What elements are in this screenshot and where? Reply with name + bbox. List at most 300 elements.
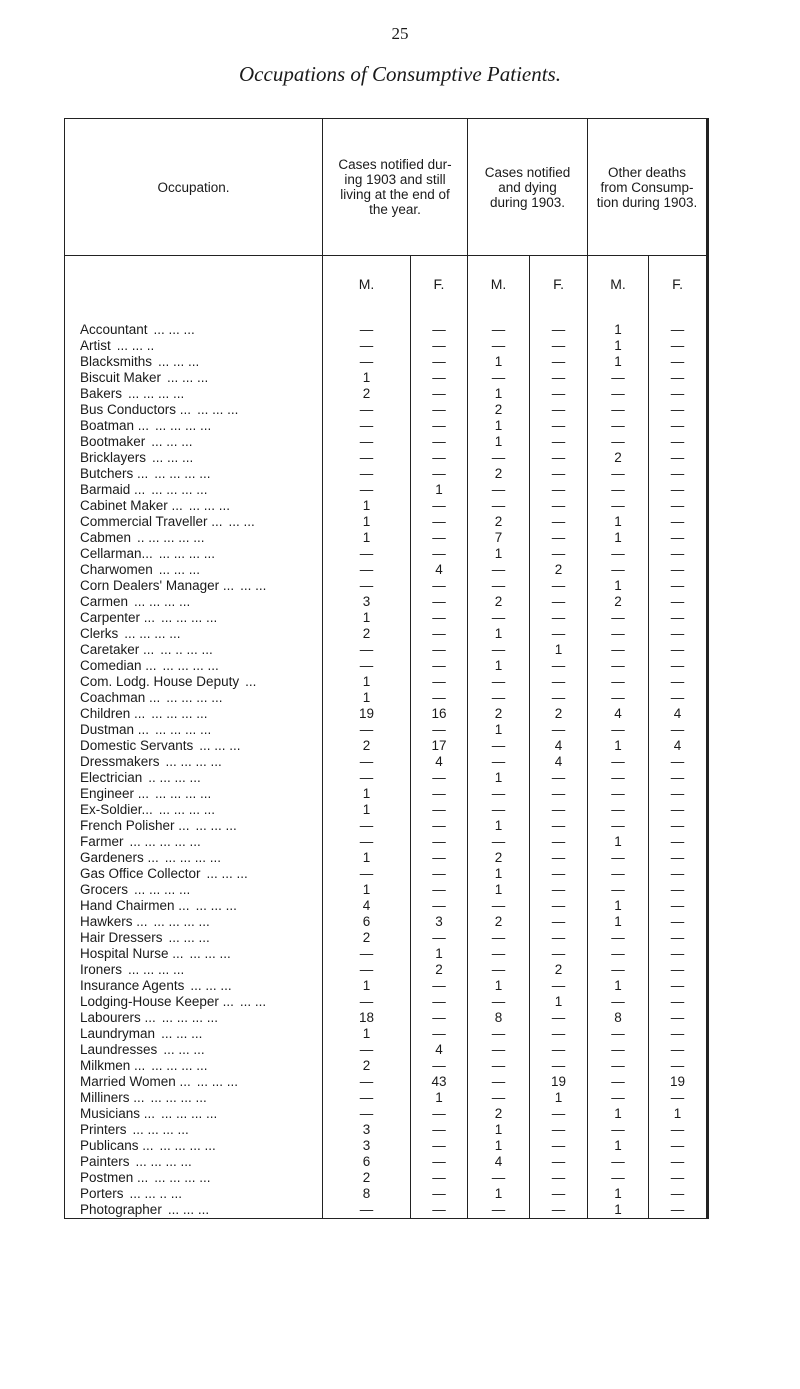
occupation-label: Milkmen ... <box>80 1058 146 1073</box>
value-cell: — <box>411 546 468 562</box>
value-cell: — <box>649 802 708 818</box>
table-row <box>65 386 708 402</box>
table-row <box>65 706 708 722</box>
value-cell: — <box>649 578 708 594</box>
header-other-deaths: Other deaths from Consump- tion during 1903. <box>588 119 708 256</box>
value-cell: — <box>468 498 530 514</box>
dot-leader: ... ... ... ... <box>151 482 208 497</box>
occupation-label: Insurance Agents <box>80 978 185 993</box>
value-cell: — <box>530 546 588 562</box>
value-cell: — <box>588 994 649 1010</box>
occupation-cell <box>65 802 323 818</box>
table-row <box>65 1058 708 1074</box>
value-cell: — <box>530 466 588 482</box>
dot-leader: ... ... ... <box>199 738 241 753</box>
value-cell: 1 <box>323 514 411 530</box>
dot-leader: .. ... ... ... <box>148 770 201 785</box>
value-cell: 2 <box>323 930 411 946</box>
value-cell: 1 <box>323 530 411 546</box>
value-cell: — <box>649 1154 708 1170</box>
dot-leader: ... ... ... ... <box>159 1138 216 1153</box>
header-f: F. <box>411 256 468 313</box>
table-row <box>65 402 708 418</box>
value-cell: — <box>468 738 530 754</box>
table-row <box>65 834 708 850</box>
occupation-cell <box>65 370 323 386</box>
value-cell: — <box>530 626 588 642</box>
occupation-label: Married Women ... <box>80 1074 191 1089</box>
occupation-cell <box>65 354 323 370</box>
value-cell: — <box>468 322 530 338</box>
table-body <box>65 312 708 1219</box>
dot-leader: ... ... ... <box>196 1074 239 1089</box>
occupation-label: Hawkers ... <box>80 914 148 929</box>
value-cell: 1 <box>468 418 530 434</box>
table-row <box>65 866 708 882</box>
value-cell: — <box>468 1170 530 1186</box>
value-cell: — <box>649 1122 708 1138</box>
value-cell: — <box>411 1058 468 1074</box>
value-cell: — <box>530 1026 588 1042</box>
value-cell: 1 <box>323 690 411 706</box>
header-m: M. <box>323 256 411 313</box>
table-row <box>65 1170 708 1186</box>
occupation-label: Bakers <box>80 386 123 401</box>
occupation-label: Clerks <box>80 626 119 641</box>
value-cell: — <box>530 1202 588 1219</box>
value-cell: 1 <box>323 498 411 514</box>
value-cell: 1 <box>323 1026 411 1042</box>
value-cell: 1 <box>588 1138 649 1154</box>
occupation-label: Lodging-House Keeper ... <box>80 994 234 1009</box>
occupation-label: Printers <box>80 1122 127 1137</box>
dot-leader: ... ... ... <box>197 402 239 417</box>
value-cell: — <box>411 770 468 786</box>
value-cell: — <box>468 674 530 690</box>
value-cell: — <box>649 898 708 914</box>
value-cell: — <box>411 1122 468 1138</box>
occupation-label: Carpenter ... <box>80 610 156 625</box>
value-cell: 1 <box>530 642 588 658</box>
table-row <box>65 754 708 770</box>
table-row <box>65 738 708 754</box>
header-f: F. <box>649 256 708 313</box>
table-row <box>65 882 708 898</box>
value-cell: 1 <box>468 1186 530 1202</box>
page-title: Occupations of Consumptive Patients. <box>239 62 561 86</box>
value-cell: — <box>588 642 649 658</box>
value-cell: — <box>411 354 468 370</box>
value-cell: — <box>323 722 411 738</box>
value-cell: — <box>468 898 530 914</box>
occupation-cell <box>65 1106 323 1122</box>
value-cell: — <box>530 1106 588 1122</box>
value-cell: — <box>530 914 588 930</box>
value-cell: — <box>323 642 411 658</box>
value-cell: 2 <box>468 1106 530 1122</box>
occupation-label: Cabmen <box>80 530 132 545</box>
dot-leader: ... ... ... <box>158 354 200 369</box>
occupation-cell <box>65 914 323 930</box>
value-cell: 19 <box>530 1074 588 1090</box>
value-cell: — <box>411 1010 468 1026</box>
value-cell: — <box>649 978 708 994</box>
table-row <box>65 898 708 914</box>
value-cell: — <box>649 1138 708 1154</box>
value-cell: — <box>530 594 588 610</box>
value-cell: — <box>411 882 468 898</box>
value-cell: — <box>649 466 708 482</box>
dot-leader: ... ... ... <box>188 498 231 513</box>
value-cell: 1 <box>468 434 530 450</box>
value-cell: — <box>530 418 588 434</box>
table-row <box>65 1138 708 1154</box>
occupation-cell <box>65 514 323 530</box>
table-row <box>65 994 708 1010</box>
occupation-cell <box>65 338 323 354</box>
table-row <box>65 914 708 930</box>
value-cell: 1 <box>588 354 649 370</box>
value-cell: — <box>530 1170 588 1186</box>
table-row <box>65 450 708 466</box>
occupation-label: Children ... <box>80 706 146 721</box>
value-cell: 1 <box>530 1090 588 1106</box>
value-cell: — <box>588 482 649 498</box>
table-row <box>65 786 708 802</box>
value-cell: — <box>468 338 530 354</box>
value-cell: — <box>649 402 708 418</box>
value-cell: 7 <box>468 530 530 546</box>
occupation-cell <box>65 658 323 674</box>
value-cell: 1 <box>588 1202 649 1219</box>
value-cell: — <box>649 850 708 866</box>
value-cell: — <box>411 658 468 674</box>
value-cell: — <box>411 1106 468 1122</box>
value-cell: — <box>588 1154 649 1170</box>
value-cell: — <box>649 994 708 1010</box>
table-row <box>65 546 708 562</box>
table-row <box>65 562 708 578</box>
value-cell: — <box>468 1074 530 1090</box>
table-row <box>65 466 708 482</box>
value-cell: — <box>411 802 468 818</box>
value-cell: — <box>588 1170 649 1186</box>
value-cell: — <box>649 754 708 770</box>
occupation-cell <box>65 610 323 626</box>
value-cell: 16 <box>411 706 468 722</box>
value-cell: 4 <box>411 754 468 770</box>
value-cell: — <box>588 626 649 642</box>
table-row <box>65 770 708 786</box>
value-cell: — <box>411 450 468 466</box>
value-cell: 1 <box>468 1122 530 1138</box>
value-cell: 1 <box>323 850 411 866</box>
value-cell: — <box>468 930 530 946</box>
value-cell: — <box>411 674 468 690</box>
dot-leader: ... ... ... ... <box>151 706 208 721</box>
value-cell: — <box>649 594 708 610</box>
header-cases-living: Cases notified dur- ing 1903 and still living at the end of the year. <box>323 119 468 256</box>
dot-leader: ... ... ... ... <box>150 1090 207 1105</box>
value-cell: 3 <box>323 594 411 610</box>
occupation-cell <box>65 498 323 514</box>
occupation-cell <box>65 722 323 738</box>
value-cell: — <box>530 1010 588 1026</box>
value-cell: 1 <box>588 978 649 994</box>
value-cell: 1 <box>468 882 530 898</box>
header-occupation: Occupation. <box>65 119 323 256</box>
header-f: F. <box>530 256 588 313</box>
occupation-cell <box>65 882 323 898</box>
table-row <box>65 1074 708 1090</box>
value-cell: — <box>588 962 649 978</box>
value-cell: 8 <box>323 1186 411 1202</box>
dot-leader: ... ... ... ... <box>128 962 185 977</box>
value-cell: — <box>323 946 411 962</box>
value-cell: — <box>649 626 708 642</box>
table-row <box>65 690 708 706</box>
value-cell: — <box>530 1122 588 1138</box>
value-cell: — <box>530 722 588 738</box>
table-row <box>65 978 708 994</box>
value-cell: 2 <box>468 466 530 482</box>
table-row <box>65 1186 708 1202</box>
table-row <box>65 1154 708 1170</box>
value-cell: 8 <box>468 1010 530 1026</box>
occupation-label: Grocers <box>80 882 129 897</box>
value-cell: 1 <box>468 818 530 834</box>
dot-leader: ... ... ... ... <box>154 466 211 481</box>
value-cell: — <box>411 610 468 626</box>
value-cell: — <box>468 642 530 658</box>
value-cell: — <box>530 1154 588 1170</box>
occupation-cell <box>65 962 323 978</box>
occupation-label: Caretaker ... <box>80 642 155 657</box>
value-cell: — <box>588 1042 649 1058</box>
value-cell: — <box>411 322 468 338</box>
dot-leader: ... ... ... <box>195 898 237 913</box>
occupation-cell <box>65 898 323 914</box>
dot-leader: ... ... ... ... <box>134 882 191 897</box>
value-cell: — <box>649 866 708 882</box>
dot-leader: ... ... ... <box>161 1026 203 1041</box>
value-cell: 1 <box>468 546 530 562</box>
value-cell: — <box>649 498 708 514</box>
value-cell: 1 <box>588 514 649 530</box>
occupation-label: Ex-Soldier... <box>80 802 153 817</box>
value-cell: — <box>323 962 411 978</box>
occupation-label: Photographer <box>80 1202 162 1217</box>
table-row <box>65 1090 708 1106</box>
value-cell: — <box>588 466 649 482</box>
occupation-label: Hand Chairmen ... <box>80 898 190 913</box>
dot-leader: ... ... ... ... <box>153 914 210 929</box>
value-cell: — <box>530 1186 588 1202</box>
occupation-cell <box>65 1058 323 1074</box>
occupation-label: Bus Conductors ... <box>80 402 192 417</box>
occupation-label: Artist <box>80 338 111 353</box>
occupation-cell <box>65 866 323 882</box>
value-cell: — <box>468 482 530 498</box>
occupation-label: Bricklayers <box>80 450 147 465</box>
occupation-label: Engineer ... <box>80 786 150 801</box>
occupation-cell <box>65 834 323 850</box>
value-cell: — <box>411 386 468 402</box>
dot-leader: ... ... <box>239 994 267 1009</box>
value-cell: — <box>468 1058 530 1074</box>
value-cell: — <box>323 818 411 834</box>
value-cell: — <box>588 1026 649 1042</box>
table-row <box>65 658 708 674</box>
occupation-label: Dustman ... <box>80 722 150 737</box>
value-cell: — <box>411 786 468 802</box>
dot-leader: ... ... ... ... <box>132 1122 189 1137</box>
value-cell: — <box>588 434 649 450</box>
dot-leader: ... ... <box>228 514 255 529</box>
occupation-label: Dressmakers <box>80 754 160 769</box>
value-cell: — <box>323 450 411 466</box>
occupation-label: Milliners ... <box>80 1090 145 1105</box>
table-row <box>65 1202 708 1219</box>
value-cell: — <box>323 1090 411 1106</box>
value-cell: — <box>588 786 649 802</box>
value-cell: — <box>588 1074 649 1090</box>
occupation-label: Porters <box>80 1186 124 1201</box>
value-cell: — <box>323 562 411 578</box>
value-cell: — <box>323 482 411 498</box>
value-cell: — <box>649 1042 708 1058</box>
value-cell: 4 <box>530 738 588 754</box>
value-cell: 1 <box>588 738 649 754</box>
value-cell: 2 <box>530 962 588 978</box>
value-cell: 1 <box>468 1138 530 1154</box>
table-row <box>65 354 708 370</box>
value-cell: 1 <box>588 578 649 594</box>
dot-leader: ... ... ... <box>195 818 237 833</box>
occupation-cell <box>65 1138 323 1154</box>
occupation-label: Musicians ... <box>80 1106 156 1121</box>
value-cell: — <box>530 1138 588 1154</box>
value-cell: — <box>468 610 530 626</box>
value-cell: — <box>468 690 530 706</box>
value-cell: — <box>649 818 708 834</box>
value-cell: 1 <box>588 834 649 850</box>
value-cell: — <box>649 514 708 530</box>
occupation-label: Gas Office Collector <box>80 866 201 881</box>
dot-leader: .. ... ... ... ... <box>137 530 205 545</box>
value-cell: — <box>323 658 411 674</box>
value-cell: — <box>649 530 708 546</box>
value-cell: — <box>323 338 411 354</box>
value-cell: — <box>323 1074 411 1090</box>
table-row <box>65 802 708 818</box>
value-cell: 2 <box>530 562 588 578</box>
value-cell: — <box>649 1010 708 1026</box>
value-cell: 2 <box>588 594 649 610</box>
value-cell: — <box>323 834 411 850</box>
value-cell: — <box>411 866 468 882</box>
value-cell: — <box>411 1202 468 1219</box>
value-cell: — <box>588 674 649 690</box>
occupation-label: Painters <box>80 1154 130 1169</box>
dot-leader: ... ... ... <box>158 562 201 577</box>
dot-leader: ... ... ... <box>151 434 193 449</box>
value-cell: — <box>323 578 411 594</box>
occupation-label: Charwomen <box>80 562 153 577</box>
occupation-label: Labourers ... <box>80 1010 156 1025</box>
value-cell: — <box>323 466 411 482</box>
table-row <box>65 1026 708 1042</box>
occupation-label: French Polisher ... <box>80 818 190 833</box>
value-cell: — <box>468 450 530 466</box>
value-cell: 1 <box>411 946 468 962</box>
value-cell: — <box>649 786 708 802</box>
value-cell: — <box>649 658 708 674</box>
occupation-label: Hair Dressers <box>80 930 163 945</box>
value-cell: — <box>411 690 468 706</box>
value-cell: — <box>588 850 649 866</box>
value-cell: — <box>411 1026 468 1042</box>
value-cell: 2 <box>323 1170 411 1186</box>
value-cell: — <box>649 562 708 578</box>
page-number: 25 <box>391 24 409 43</box>
value-cell: 6 <box>323 914 411 930</box>
occupation-cell <box>65 1026 323 1042</box>
table-row <box>65 370 708 386</box>
occupation-label: Blacksmiths <box>80 354 153 369</box>
value-cell: 2 <box>323 626 411 642</box>
value-cell: — <box>323 402 411 418</box>
value-cell: — <box>649 338 708 354</box>
value-cell: 1 <box>588 322 649 338</box>
value-cell: — <box>649 370 708 386</box>
table-row <box>65 482 708 498</box>
table-row <box>65 434 708 450</box>
value-cell: 1 <box>468 770 530 786</box>
dot-leader: ... ... ... ... <box>128 386 185 401</box>
value-cell: — <box>468 562 530 578</box>
occupation-label: Gardeners ... <box>80 850 159 865</box>
value-cell: — <box>530 402 588 418</box>
value-cell: — <box>649 930 708 946</box>
value-cell: 3 <box>323 1122 411 1138</box>
value-cell: 2 <box>323 386 411 402</box>
value-cell: — <box>530 690 588 706</box>
value-cell: — <box>588 802 649 818</box>
value-cell: 43 <box>411 1074 468 1090</box>
occupation-label: Corn Dealers' Manager ... <box>80 578 235 593</box>
value-cell: — <box>411 402 468 418</box>
value-cell: — <box>411 722 468 738</box>
occupation-cell <box>65 594 323 610</box>
value-cell: — <box>530 978 588 994</box>
value-cell: 4 <box>588 706 649 722</box>
value-cell: 4 <box>649 738 708 754</box>
value-cell: 2 <box>411 962 468 978</box>
value-cell: — <box>530 882 588 898</box>
occupation-cell <box>65 386 323 402</box>
occupation-label: Domestic Servants <box>80 738 194 753</box>
value-cell: 19 <box>323 706 411 722</box>
value-cell: — <box>649 386 708 402</box>
value-cell: — <box>323 354 411 370</box>
occupation-cell <box>65 530 323 546</box>
value-cell: 2 <box>468 850 530 866</box>
header-m: M. <box>588 256 649 313</box>
dot-leader: ... ... ... ... <box>155 722 212 737</box>
value-cell: — <box>588 562 649 578</box>
dot-leader: ... ... ... <box>168 930 210 945</box>
